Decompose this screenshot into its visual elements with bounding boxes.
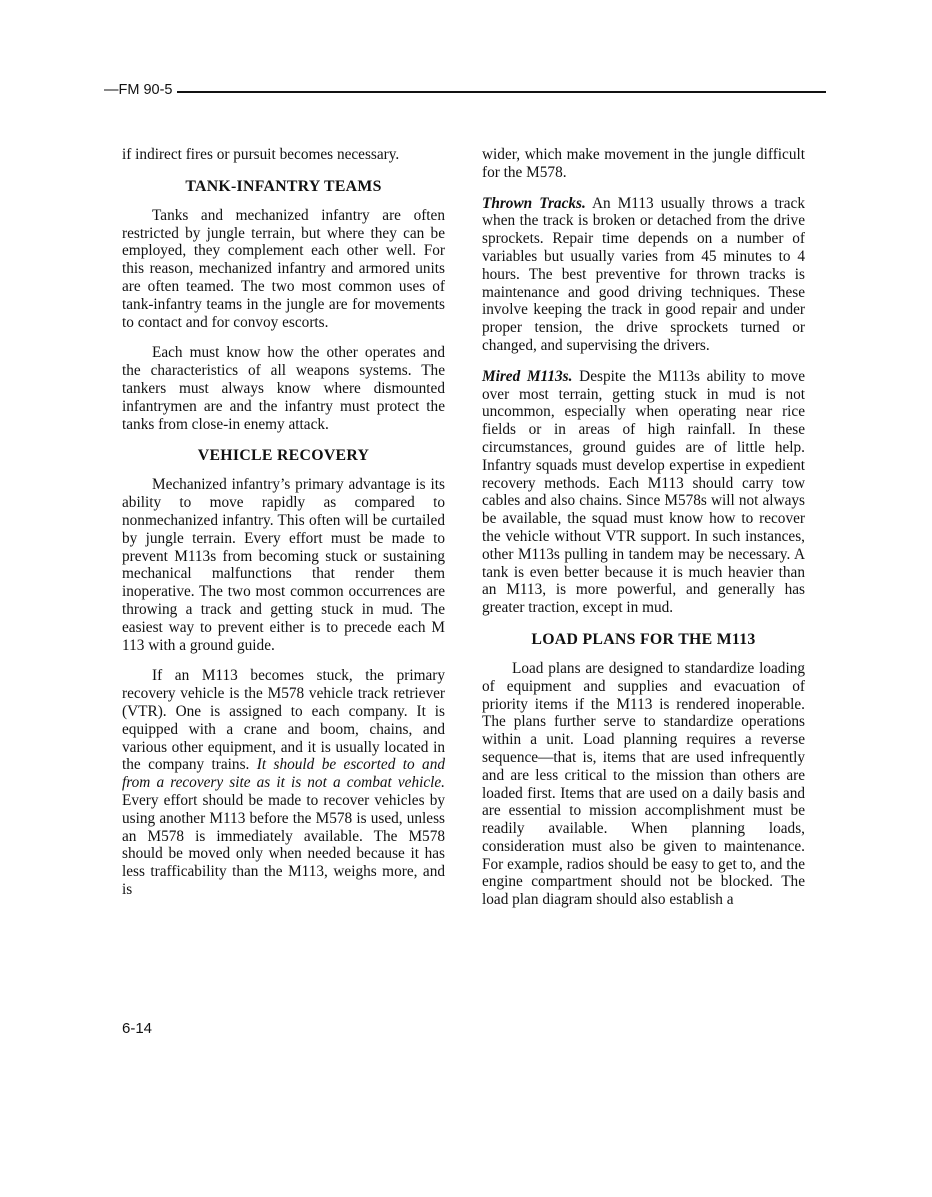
paragraph-continuation: if indirect fires or pursuit becomes necessary. xyxy=(122,146,400,163)
heading-load-plans: LOAD PLANS FOR THE M113 xyxy=(531,630,756,648)
thrown-tracks-text: An M113 usually throws a track when the track is broken or detached from the drive sprockets. Repair time depends on a number of variables but usually varies from 45 minutes to 4 hours. The best preventive for thrown tracks is maintenance and good driving techniques. These involve keeping the track in good repair and under proper tension, the drive sprockets turned or changed, and supervising the drivers. xyxy=(482,194,805,354)
paragraph-tank-infantry-2: Each must know how the other operates and the characteristics of all weapons systems. The tankers must always know where dismounted infantrymen are and the infantry must protect the tanks from close-in enemy attack. xyxy=(122,344,445,433)
recovery-2-text-a: If an M113 becomes stuck, the primary recovery vehicle is the M578 vehicle track retriever (VTR). One is assigned to each company. It is equipped with a crane and boom, chains, and various other equipment, and it is usually located in the company trains. xyxy=(122,667,445,774)
right-column xyxy=(482,146,805,909)
paragraph-tank-infantry-1: Tanks and mechanized infantry are often restricted by jungle terrain, but where they can be employed, they complement each other well. For this reason, mechanized infantry and armored units are often teamed. The two most common uses of tank-infantry teams in the jungle are for movements to contact and for convoy escorts. xyxy=(122,206,445,331)
recovery-2-italic-note: It should be escorted to and from a recovery site as it is not a combat vehicle. xyxy=(122,756,446,792)
manual-id: —FM 90-5 xyxy=(104,80,177,100)
paragraph-vehicle-recovery-2 xyxy=(122,667,445,898)
page-number: 6-14 xyxy=(122,1020,153,1037)
recovery-2-text-b: Every effort should be made to recover vehicles by using another M113 before the M578 is used, unless an M578 is immediately available. The M578 should be moved only when needed because it has less trafficability than the M113, weighs more, and is xyxy=(122,791,445,898)
mired-m113s-text: Despite the M113s ability to move over most terrain, getting stuck in mud is not uncommon, especially when operating near rice fields or in areas of high rainfall. In these circumstances, ground guides are of little help. Infantry squads must develop expertise in expedient recovery methods. Each M113 should carry tow cables and also chains. Since M578s will not always be available, the squad must know how to recover the vehicle without VTR support. In such instances, other M113s pulling in tandem may be necessary. A tank is even better because it is much heavier than an M113, is more powerful, and generally has greater traction, except in mud. xyxy=(482,367,806,617)
paragraph-continuation-right: wider, which make movement in the jungle difficult for the M578. xyxy=(482,146,805,181)
left-column xyxy=(122,146,445,899)
mired-m113s-lead: Mired M113s. xyxy=(482,367,573,385)
paragraph-thrown-tracks xyxy=(482,195,805,355)
header-rule xyxy=(104,91,826,93)
paragraph-load-plans: Load plans are designed to standardize loading of equipment and supplies and evacuation of priority items if the M113 is rendered inoperable. The plans further serve to standardize operations within a unit. Load planning requires a reverse sequence—that is, items that are used infrequently and are less critical to the mission than others are loaded first. Items that are used on a daily basis and are essential to mission accomplishment must be readily available. When planning loads, consideration must also be given to maintenance. For example, radios should be easy to get to, and the engine compartment should not be blocked. The load plan diagram should also establish a xyxy=(482,659,805,909)
page-header xyxy=(104,80,826,104)
paragraph-vehicle-recovery-1: Mechanized infantry’s primary advantage is its ability to move rapidly as compared to nonmechanized infantry. This often will be curtailed by jungle terrain. Every effort must be made to prevent M113s from becoming stuck or sustaining mechanical malfunctions that render them inoperative. The two most common occurrences are throwing a track and getting stuck in mud. The easiest way to prevent either is to precede each M 113 with a ground guide. xyxy=(122,476,445,654)
heading-vehicle-recovery: VEHICLE RECOVERY xyxy=(197,447,370,465)
heading-tank-infantry-teams: TANK-INFANTRY TEAMS xyxy=(185,177,382,195)
thrown-tracks-lead: Thrown Tracks. xyxy=(482,194,586,212)
paragraph-mired-m113s xyxy=(482,368,805,617)
